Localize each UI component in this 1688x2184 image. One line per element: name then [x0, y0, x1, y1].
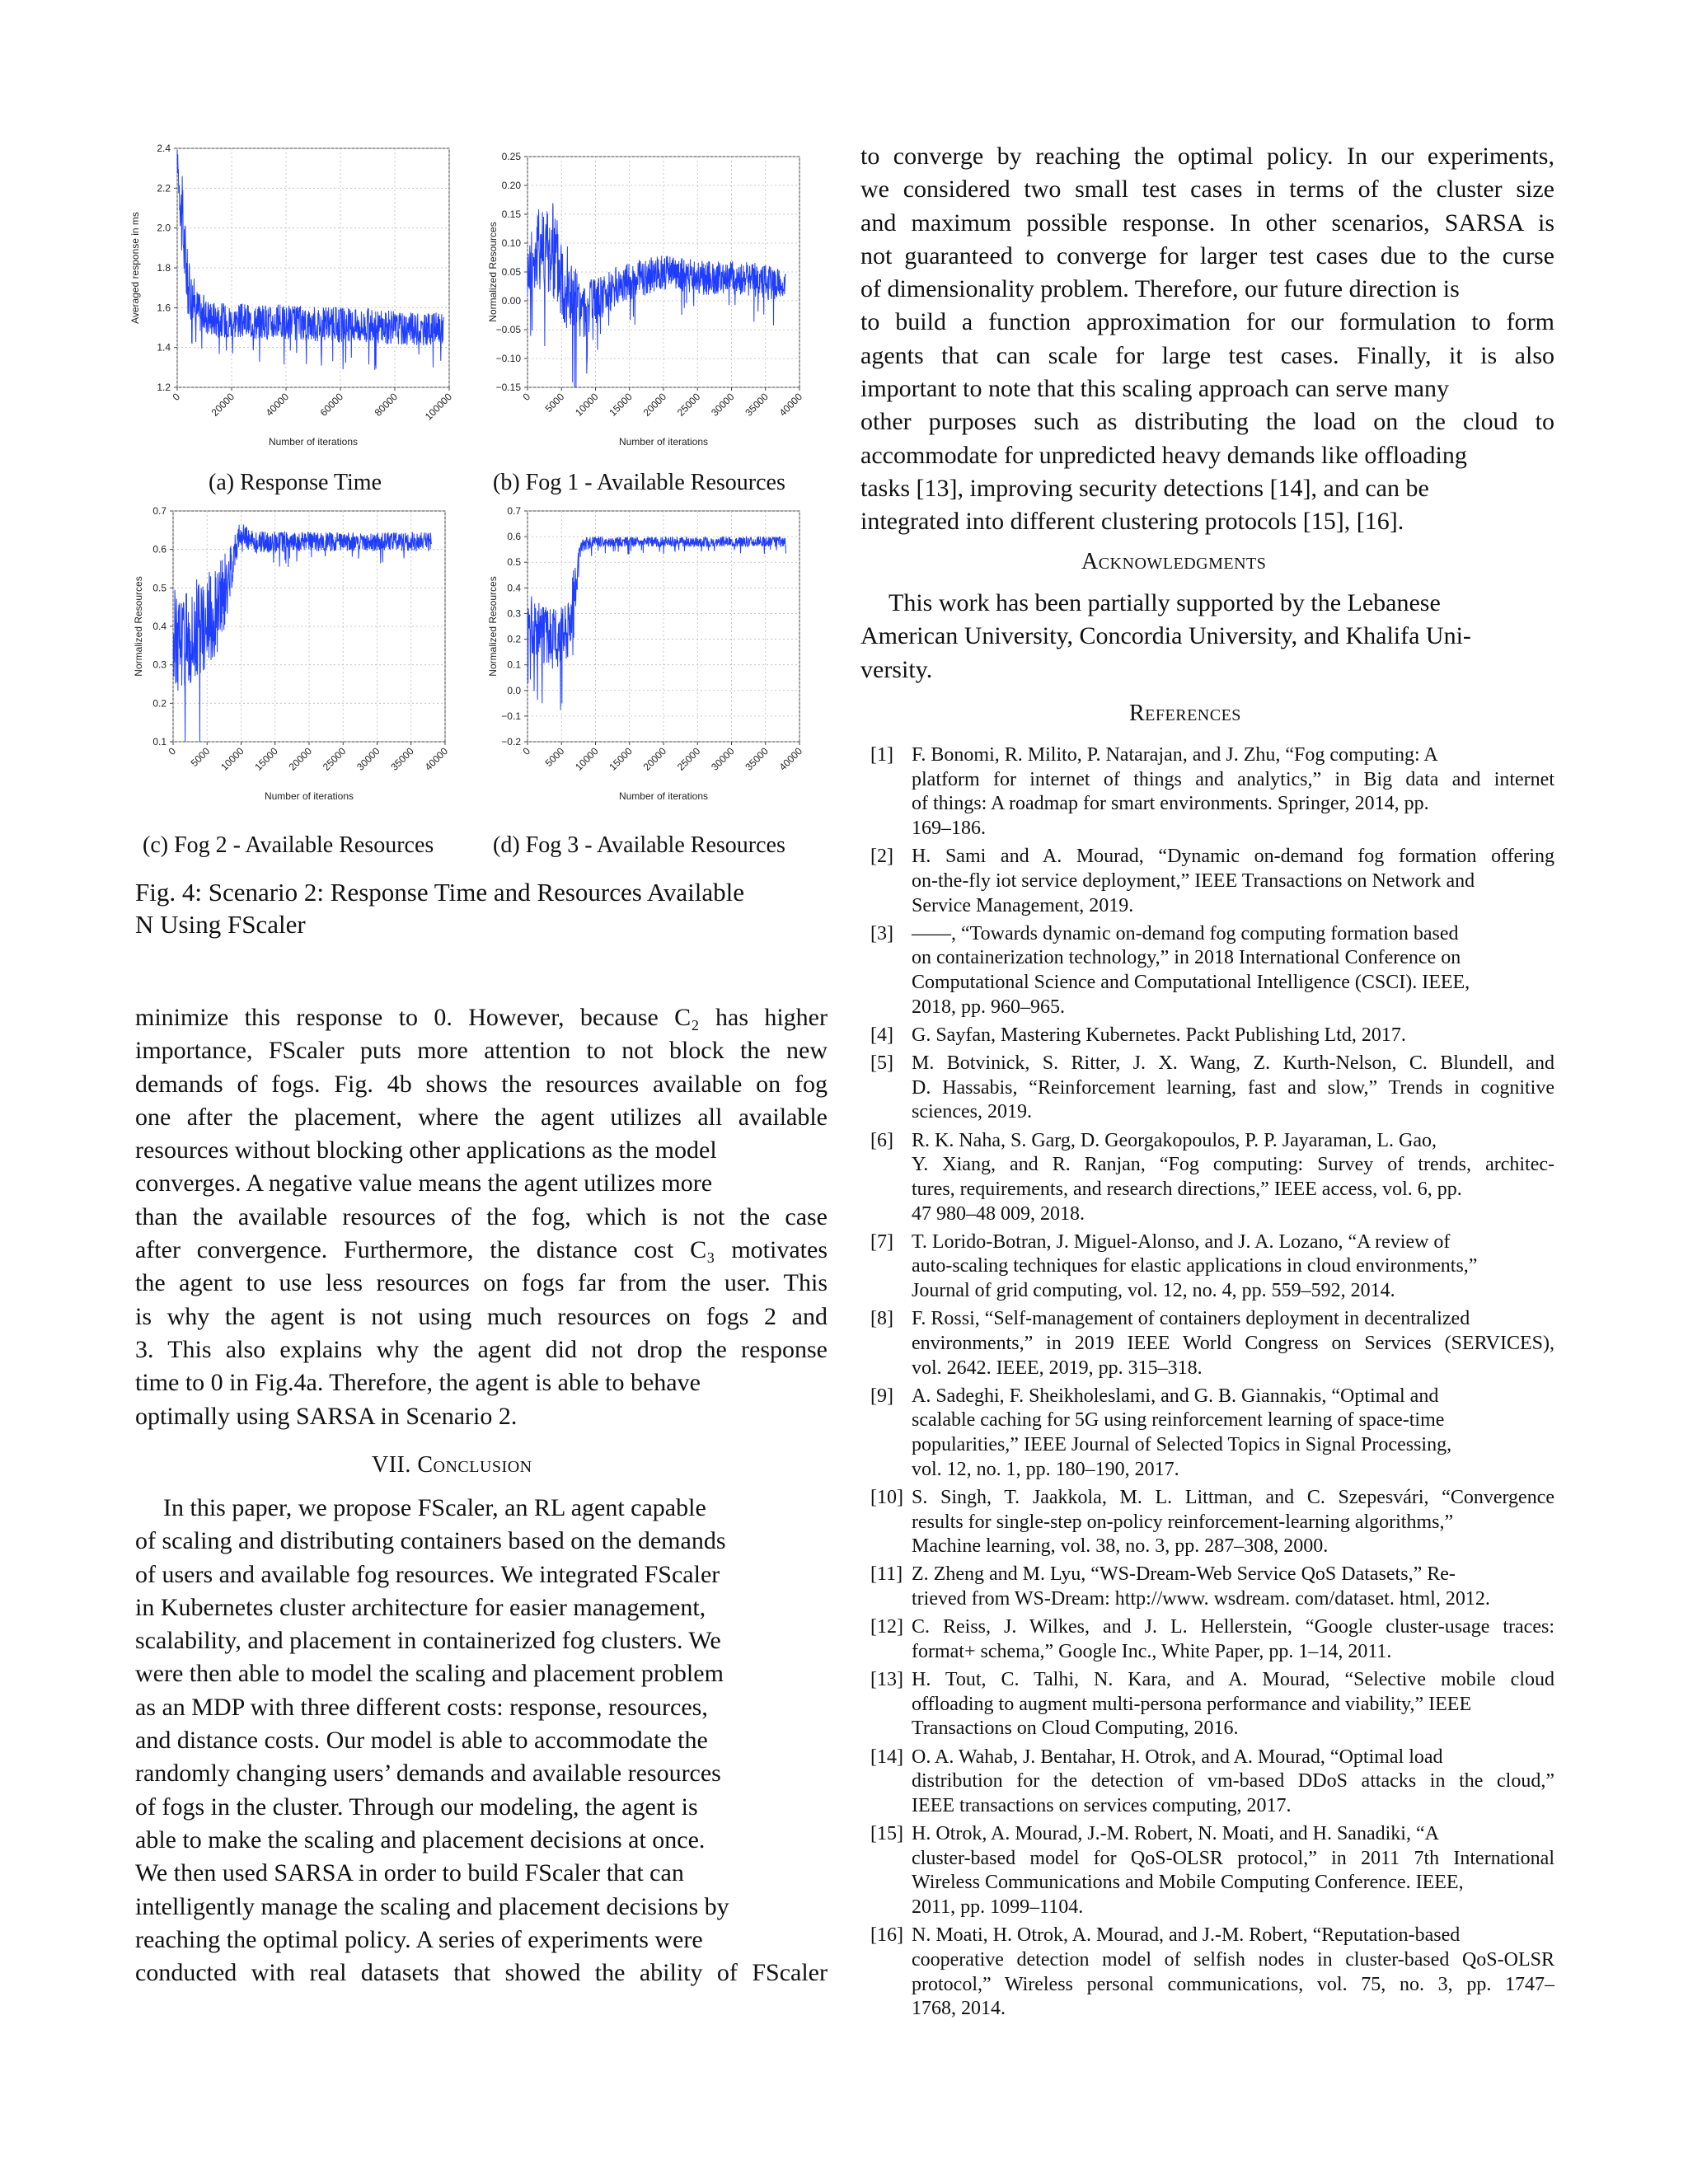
text-line: after convergence. Furthermore, the distance cost C₃ motivates [135, 1236, 828, 1264]
x-tick-label: 0 [166, 745, 179, 757]
y-tick-label: 0.6 [152, 543, 166, 555]
reference-line: Service Management, 2019. [912, 894, 1134, 916]
x-tick-label: 20000 [286, 745, 315, 773]
reference-number: [1] [870, 744, 893, 766]
text-line: scalability, and placement in containerized fog clusters. We [135, 1627, 721, 1655]
text-line: conducted with real datasets that showed the ability of FScaler [135, 1959, 828, 1987]
x-tick-label: 15000 [252, 745, 280, 773]
reference-line: scalable caching for 5G using reinforcement learning of space-time [912, 1409, 1445, 1432]
text-line: than the available resources of the fog, which is not the case [135, 1202, 828, 1230]
x-axis-label: Number of iterations [618, 436, 709, 448]
x-tick-label: 35000 [388, 745, 416, 773]
y-axis-label: Normalized Resources [487, 576, 499, 677]
figure-caption-line [135, 908, 828, 940]
y-tick-label: 0.2 [507, 633, 521, 645]
text-line: is why the agent is not using much resources on fogs 2 and [135, 1302, 828, 1330]
y-tick-label: 1.4 [157, 341, 171, 354]
y-tick-label: −0.10 [495, 353, 521, 364]
y-tick-label: 0.00 [501, 295, 521, 307]
reference-number: [14] [870, 1746, 903, 1768]
subcaption-a: (a) Response Time [209, 470, 382, 495]
x-tick-label: 20000 [640, 391, 669, 419]
figure-caption [135, 876, 828, 940]
y-tick-label: 0.5 [152, 582, 166, 594]
reference-number: [13] [870, 1669, 903, 1690]
text-line: American University, Concordia University, and Khalifa Uni- [860, 622, 1471, 650]
x-tick-label: 40000 [263, 391, 292, 419]
reference-line: N. Moati, H. Otrok, A. Mourad, and J.-M. Robert, “Reputation-based [912, 1924, 1461, 1947]
reference-line: environments,” in 2019 IEEE World Congress on Services (SERVICES), [912, 1332, 1554, 1354]
reference-number: [6] [870, 1129, 893, 1151]
right-paragraph [860, 140, 1554, 539]
y-tick-label: 0.20 [501, 180, 521, 191]
text-line: in Kubernetes cluster architecture for easier management, [135, 1593, 706, 1621]
reference-line: IEEE transactions on services computing, 2017. [912, 1794, 1292, 1816]
y-tick-label: 0.7 [152, 505, 166, 517]
reference-line: 1768, 2014. [912, 1998, 1006, 2020]
subcaption-d: (d) Fog 3 - Available Resources [493, 832, 785, 858]
x-axis-label: Number of iterations [618, 790, 709, 802]
text-line: important to note that this scaling approach can serve many [860, 375, 1449, 403]
reference-line: 169–186. [912, 818, 986, 840]
y-tick-label: 0.4 [507, 582, 521, 594]
reference-line: vol. 2642. IEEE, 2019, pp. 315–318. [912, 1357, 1203, 1379]
reference-number: [8] [870, 1308, 893, 1330]
text-line: importance, FScaler puts more attention to not block the new [135, 1037, 828, 1065]
reference-line: C. Reiss, J. Wilkes, and J. L. Hellerstein, “Google cluster-usage traces: [912, 1616, 1554, 1638]
reference-item [870, 845, 1554, 918]
x-tick-label: 30000 [709, 391, 737, 419]
chart-fog2-resources [124, 503, 470, 816]
acknowledgments-heading: Acknowledgments [1081, 549, 1267, 574]
reference-item [870, 1615, 1554, 1664]
x-tick-label: 5000 [188, 745, 213, 770]
x-tick-label: 0 [520, 391, 533, 403]
x-tick-label: 25000 [674, 745, 703, 773]
y-tick-label: −0.1 [501, 710, 521, 722]
text-line: as an MDP with three different costs: response, resources, [135, 1693, 708, 1721]
x-tick-label: 80000 [372, 391, 401, 419]
text-line: integrated into different clustering protocols [15], [16]. [860, 508, 1404, 536]
y-tick-label: 0.5 [507, 556, 521, 569]
reference-line: A. Sadeghi, F. Sheikholeslami, and G. B. Giannakis, “Optimal and [912, 1385, 1439, 1407]
y-tick-label: 0.05 [501, 266, 521, 278]
reference-line: 2018, pp. 960–965. [912, 996, 1065, 1018]
reference-line: Transactions on Cloud Computing, 2016. [912, 1718, 1239, 1740]
text-line: randomly changing users’ demands and available resources [135, 1760, 721, 1788]
figure-caption-line: N Using FScaler [135, 910, 306, 939]
reference-line: D. Hassabis, “Reinforcement learning, fast and slow,” Trends in cognitive [912, 1076, 1554, 1099]
y-tick-label: 0.3 [152, 658, 166, 671]
references-list [870, 743, 1554, 2025]
reference-item [870, 1746, 1554, 1819]
x-tick-label: 100000 [422, 391, 455, 423]
reference-line: format+ schema,” Google Inc., White Paper, pp. 1–14, 2011. [912, 1640, 1392, 1662]
y-tick-label: 0.1 [152, 736, 166, 748]
conclusion-heading: VII. Conclusion [372, 1452, 532, 1478]
y-tick-label: −0.05 [495, 324, 521, 335]
reference-line: 2011, pp. 1099–1104. [912, 1896, 1084, 1919]
reference-item [870, 1822, 1554, 1920]
reference-item [870, 743, 1554, 841]
reference-line: ——, “Towards dynamic on-demand fog computing formation based [912, 922, 1459, 944]
y-axis-label: Normalized Resources [487, 222, 499, 322]
y-tick-label: 0.3 [507, 607, 521, 620]
text-line: to converge by reaching the optimal policy. In our experiments, [860, 143, 1554, 170]
x-tick-label: 30000 [354, 745, 382, 773]
text-line: demands of fogs. Fig. 4b shows the resources available on fog [135, 1070, 828, 1098]
x-tick-label: 30000 [709, 745, 737, 773]
y-tick-label: 0.4 [152, 621, 166, 632]
text-line: This work has been partially supported by the Lebanese [889, 589, 1441, 616]
y-tick-label: 1.6 [157, 302, 171, 314]
reference-item [870, 1668, 1554, 1741]
reference-item [870, 1385, 1554, 1483]
reference-line: on-the-fly iot service deployment,” IEEE Transactions on Network and [912, 869, 1475, 892]
reference-line: R. K. Naha, S. Garg, D. Georgakopoulos, P. P. Jayaraman, L. Gao, [912, 1129, 1437, 1151]
text-line: other purposes such as distributing the load on the cloud to [860, 408, 1554, 436]
reference-line: results for single-step on-policy reinforcement-learning algorithms,” [912, 1511, 1454, 1533]
reference-item [870, 922, 1554, 1020]
reference-number: [2] [870, 846, 893, 868]
text-line: able to make the scaling and placement decisions at once. [135, 1825, 706, 1854]
chart-response-time [124, 140, 470, 462]
text-line: tasks [13], improving security detections [14], and can be [860, 474, 1429, 502]
x-tick-label: 25000 [674, 391, 703, 419]
text-line: of scaling and distributing containers based on the demands [135, 1527, 726, 1555]
text-line: optimally using SARSA in Scenario 2. [135, 1402, 518, 1430]
references-heading: References [1129, 701, 1241, 726]
chart-fog1-resources [478, 148, 824, 462]
x-tick-label: 20000 [209, 391, 237, 419]
y-tick-label: 0.15 [501, 209, 521, 220]
reference-number: [11] [870, 1563, 903, 1586]
reference-line: auto-scaling techniques for elastic applications in cloud environments,” [912, 1255, 1478, 1277]
x-tick-label: 10000 [573, 745, 601, 773]
text-line: 3. This also explains why the agent did not drop the response [135, 1335, 828, 1363]
text-line: minimize this response to 0. However, because C₂ has higher [135, 1004, 828, 1031]
x-tick-label: 60000 [317, 391, 346, 419]
reference-line: H. Tout, C. Talhi, N. Kara, and A. Mourad, “Selective mobile cloud [912, 1669, 1554, 1690]
reference-line: H. Sami and A. Mourad, “Dynamic on-demand fog formation offering [912, 846, 1554, 868]
x-tick-label: 35000 [743, 391, 771, 419]
x-tick-label: 40000 [776, 391, 805, 419]
text-line: and maximum possible response. In other scenarios, SARSA is [860, 209, 1554, 237]
reference-item [870, 1052, 1554, 1125]
reference-number: [3] [870, 922, 893, 944]
reference-line: sciences, 2019. [912, 1101, 1032, 1123]
reference-line: popularities,” IEEE Journal of Selected Topics in Signal Processing, [912, 1434, 1452, 1456]
y-tick-label: 0.2 [152, 697, 166, 710]
x-tick-label: 10000 [573, 391, 601, 419]
text-line: the agent to use less resources on fogs far from the user. This [135, 1269, 828, 1297]
y-tick-label: 0.1 [507, 658, 521, 671]
reference-line: cluster-based model for QoS-OLSR protocol,” in 2011 7th International [912, 1847, 1554, 1869]
y-tick-label: 1.2 [157, 382, 171, 393]
reference-line: Machine learning, vol. 38, no. 3, pp. 287–308, 2000. [912, 1535, 1329, 1558]
reference-item [870, 1024, 1554, 1048]
reference-line: Computational Science and Computational Intelligence (CSCI). IEEE, [912, 972, 1470, 994]
reference-number: [10] [870, 1486, 903, 1508]
reference-line: on containerization technology,” in 2018 International Conference on [912, 947, 1461, 969]
x-tick-label: 5000 [542, 391, 567, 415]
reference-line: Y. Xiang, and R. Ranjan, “Fog computing: Survey of trends, architec- [912, 1154, 1554, 1176]
figure-caption-line: Fig. 4: Scenario 2: Response Time and Resources Available [135, 878, 745, 907]
reference-number: [9] [870, 1385, 893, 1407]
left-paragraph [135, 1001, 828, 1433]
text-line: reaching the optimal policy. A series of experiments were [135, 1925, 703, 1953]
y-tick-label: −0.2 [501, 736, 521, 748]
text-line: versity. [860, 655, 933, 683]
text-line: intelligently manage the scaling and placement decisions by [135, 1892, 729, 1920]
reference-line: tures, requirements, and research directions,” IEEE access, vol. 6, pp. [912, 1178, 1462, 1200]
x-tick-label: 20000 [640, 745, 669, 773]
subcaption-b: (b) Fog 1 - Available Resources [493, 470, 785, 495]
x-axis-label: Number of iterations [268, 436, 359, 448]
text-line: agents that can scale for large test cases. Finally, it is also [860, 341, 1554, 369]
y-tick-label: 2.4 [157, 143, 171, 154]
text-line: not guaranteed to converge for larger test cases due to the curse [860, 241, 1554, 269]
reference-line: of things: A roadmap for smart environments. Springer, 2014, pp. [912, 793, 1429, 815]
y-tick-label: 2.0 [157, 222, 171, 234]
text-line: We then used SARSA in order to build FScaler that can [135, 1859, 684, 1887]
reference-line: T. Lorido-Botran, J. Miguel-Alonso, and J. A. Lozano, “A review of [912, 1230, 1451, 1253]
x-tick-label: 0 [520, 745, 533, 757]
text-line: In this paper, we propose FScaler, an RL agent capable [163, 1494, 706, 1521]
y-tick-label: 2.2 [157, 182, 171, 194]
reference-number: [16] [870, 1924, 903, 1947]
reference-item [870, 1924, 1554, 2022]
reference-line: S. Singh, T. Jaakkola, M. L. Littman, and C. Szepesvári, “Convergence [912, 1486, 1554, 1508]
reference-item [870, 1486, 1554, 1559]
y-axis-label: Normalized Resources [133, 576, 144, 677]
x-tick-label: 5000 [542, 745, 567, 770]
text-line: were then able to model the scaling and placement problem [135, 1660, 724, 1688]
reference-line: protocol,” Wireless personal communications, vol. 75, no. 3, pp. 1747– [912, 1973, 1554, 1995]
x-tick-label: 40000 [422, 745, 451, 773]
acknowledgments-paragraph [860, 587, 1554, 687]
reference-line: trieved from WS-Dream: http://www. wsdream. com/dataset. html, 2012. [912, 1588, 1490, 1610]
reference-item [870, 1563, 1554, 1611]
x-tick-label: 10000 [218, 745, 246, 773]
chart-fog3-resources [478, 503, 824, 816]
text-line: accommodate for unpredicted heavy demands like offloading [860, 441, 1467, 469]
text-line: one after the placement, where the agent utilizes all available [135, 1103, 828, 1131]
x-axis-label: Number of iterations [264, 790, 354, 802]
reference-number: [12] [870, 1616, 903, 1638]
text-line: time to 0 in Fig.4a. Therefore, the agent is able to behave [135, 1369, 701, 1397]
x-tick-label: 15000 [607, 745, 635, 773]
reference-line: Wireless Communications and Mobile Computing Conference. IEEE, [912, 1872, 1464, 1894]
y-tick-label: 0.0 [507, 684, 521, 696]
reference-number: [4] [870, 1024, 893, 1046]
reference-line: 47 980–48 009, 2018. [912, 1202, 1085, 1225]
reference-line: Journal of grid computing, vol. 12, no. 4, pp. 559–592, 2014. [912, 1280, 1395, 1302]
reference-item [870, 1307, 1554, 1380]
reference-number: [15] [870, 1823, 903, 1844]
text-line: of users and available fog resources. We integrated FScaler [135, 1560, 720, 1588]
y-tick-label: 0.6 [507, 531, 521, 543]
x-tick-label: 15000 [607, 391, 635, 419]
text-line: of fogs in the cluster. Through our modeling, the agent is [135, 1793, 698, 1821]
reference-line: offloading to augment multi-persona performance and viability,” IEEE [912, 1693, 1472, 1715]
reference-number: [7] [870, 1230, 893, 1253]
text-line: to build a function approximation for our formulation to form [860, 308, 1554, 336]
text-line: converges. A negative value means the agent utilizes more [135, 1169, 713, 1197]
conclusion-paragraph [135, 1492, 828, 1990]
y-tick-label: 0.10 [501, 237, 521, 249]
reference-line: F. Rossi, “Self-management of containers deployment in decentralized [912, 1308, 1470, 1330]
reference-line: M. Botvinick, S. Ritter, J. X. Wang, Z. Kurth-Nelson, C. Blundell, and [912, 1052, 1554, 1074]
reference-line: Z. Zheng and M. Lyu, “WS-Dream-Web Service QoS Datasets,” Re- [912, 1563, 1456, 1586]
y-tick-label: 0.25 [501, 151, 521, 162]
reference-line: O. A. Wahab, J. Bentahar, H. Otrok, and A. Mourad, “Optimal load [912, 1746, 1443, 1768]
text-line: resources without blocking other applications as the model [135, 1137, 717, 1165]
y-tick-label: 1.8 [157, 262, 171, 274]
text-line: of dimensionality problem. Therefore, our future direction is [860, 275, 1460, 303]
y-tick-label: 0.7 [507, 505, 521, 517]
text-line: we considered two small test cases in terms of the cluster size [860, 176, 1554, 204]
reference-line: H. Otrok, A. Mourad, J.-M. Robert, N. Moati, and H. Sanadiki, “A [912, 1823, 1439, 1844]
reference-line: platform for internet of things and analytics,” in Big data and internet [912, 768, 1554, 790]
reference-line: G. Sayfan, Mastering Kubernetes. Packt Publishing Ltd, 2017. [912, 1024, 1406, 1046]
y-tick-label: −0.15 [495, 382, 521, 393]
reference-number: [5] [870, 1052, 893, 1074]
reference-item [870, 1230, 1554, 1304]
y-axis-label: Averaged response in ms [129, 212, 141, 324]
x-tick-label: 25000 [320, 745, 349, 773]
reference-line: vol. 12, no. 1, pp. 180–190, 2017. [912, 1458, 1179, 1480]
x-tick-label: 35000 [743, 745, 771, 773]
x-tick-label: 40000 [776, 745, 805, 773]
subcaption-c: (c) Fog 2 - Available Resources [143, 832, 434, 858]
reference-item [870, 1129, 1554, 1227]
reference-line: distribution for the detection of vm-based DDoS attacks in the cloud,” [912, 1770, 1554, 1793]
text-line: and distance costs. Our model is able to accommodate the [135, 1727, 708, 1755]
x-tick-label: 0 [170, 391, 183, 403]
reference-line: cooperative detection model of selfish nodes in cluster-based QoS-OLSR [912, 1948, 1554, 1971]
reference-line: F. Bonomi, R. Milito, P. Natarajan, and J. Zhu, “Fog computing: A [912, 744, 1438, 766]
